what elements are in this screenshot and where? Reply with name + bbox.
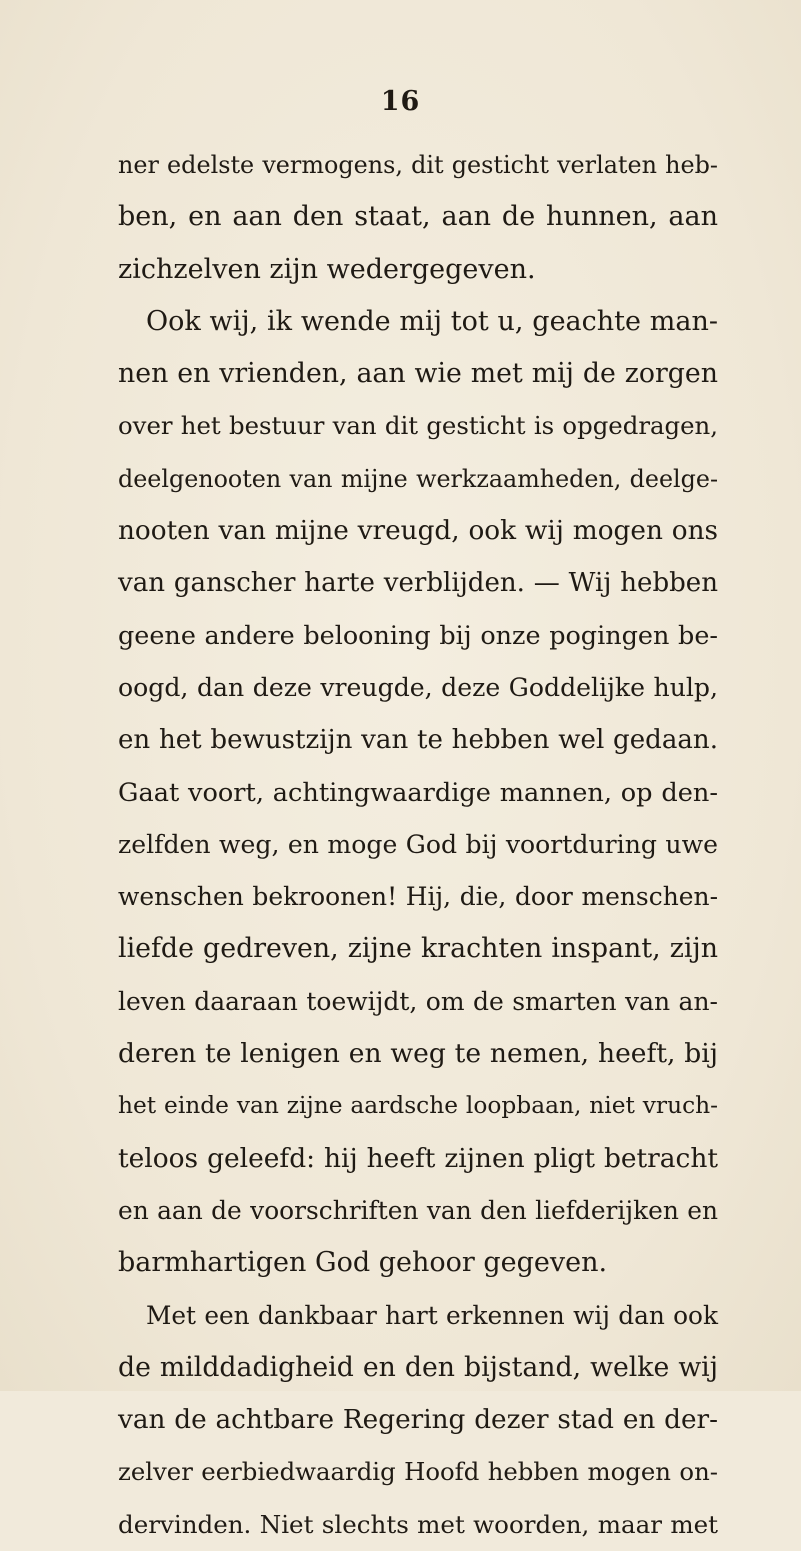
text-line: ben, en aan den staat, aan de hunnen, aan	[118, 201, 718, 233]
text-line: zichzelven zijn wedergegeven.	[118, 253, 536, 285]
text-line: van de achtbare Regering dezer stad en der-	[118, 1405, 718, 1436]
text-line: teloos geleefd: hij heeft zijnen pligt betracht	[118, 1142, 718, 1174]
text-line: geene andere belooning bij onze pogingen be-	[118, 620, 718, 651]
text-line: deelgenooten van mijne werkzaamheden, deelge-	[118, 464, 718, 493]
text-line: Met een dankbaar hart erkennen wij dan ook	[146, 1300, 718, 1330]
text-line: liefde gedreven, zijne krachten inspant, zijn	[118, 933, 718, 965]
text-line: en het bewustzijn van te hebben wel gedaan.	[118, 725, 718, 756]
text-line: barmhartigen God gehoor gegeven.	[118, 1247, 608, 1279]
text-line: de milddadigheid en den bijstand, welke wij	[118, 1351, 718, 1383]
body-text	[118, 139, 718, 1551]
page-number: 16	[380, 86, 421, 117]
text-line: deren te lenigen en weg te nemen, heeft, bij	[118, 1038, 718, 1070]
text-line: over het bestuur van dit gesticht is opgedragen,	[118, 411, 718, 441]
text-line: en aan de voorschriften van den liefderijken en	[118, 1195, 718, 1225]
text-line: wenschen bekroonen! Hij, die, door menschen-	[118, 882, 718, 912]
text-line: dervinden. Niet slechts met woorden, maar met	[118, 1509, 718, 1539]
text-line: nen en vrienden, aan wie met mij de zorgen	[118, 358, 718, 390]
text-line: zelver eerbiedwaardig Hoofd hebben mogen on-	[118, 1457, 718, 1487]
text-line: nooten van mijne vreugd, ook wij mogen ons	[118, 516, 718, 547]
text-line: oogd, dan deze vreugde, deze Goddelijke hulp,	[118, 672, 718, 702]
text-line: zelfden weg, en moge God bij voortduring uwe	[118, 829, 718, 859]
text-line: ner edelste vermogens, dit gesticht verlaten heb-	[118, 151, 718, 179]
text-line: het einde van zijne aardsche loopbaan, niet vruch-	[118, 1092, 718, 1120]
text-line: van ganscher harte verblijden. — Wij hebben	[118, 568, 718, 599]
text-line: Gaat voort, achtingwaardige mannen, op den-	[118, 777, 718, 808]
text-line: leven daaraan toewijdt, om de smarten van an-	[118, 986, 718, 1016]
text-line: Ook wij, ik wende mij tot u, geachte man-	[146, 305, 718, 337]
